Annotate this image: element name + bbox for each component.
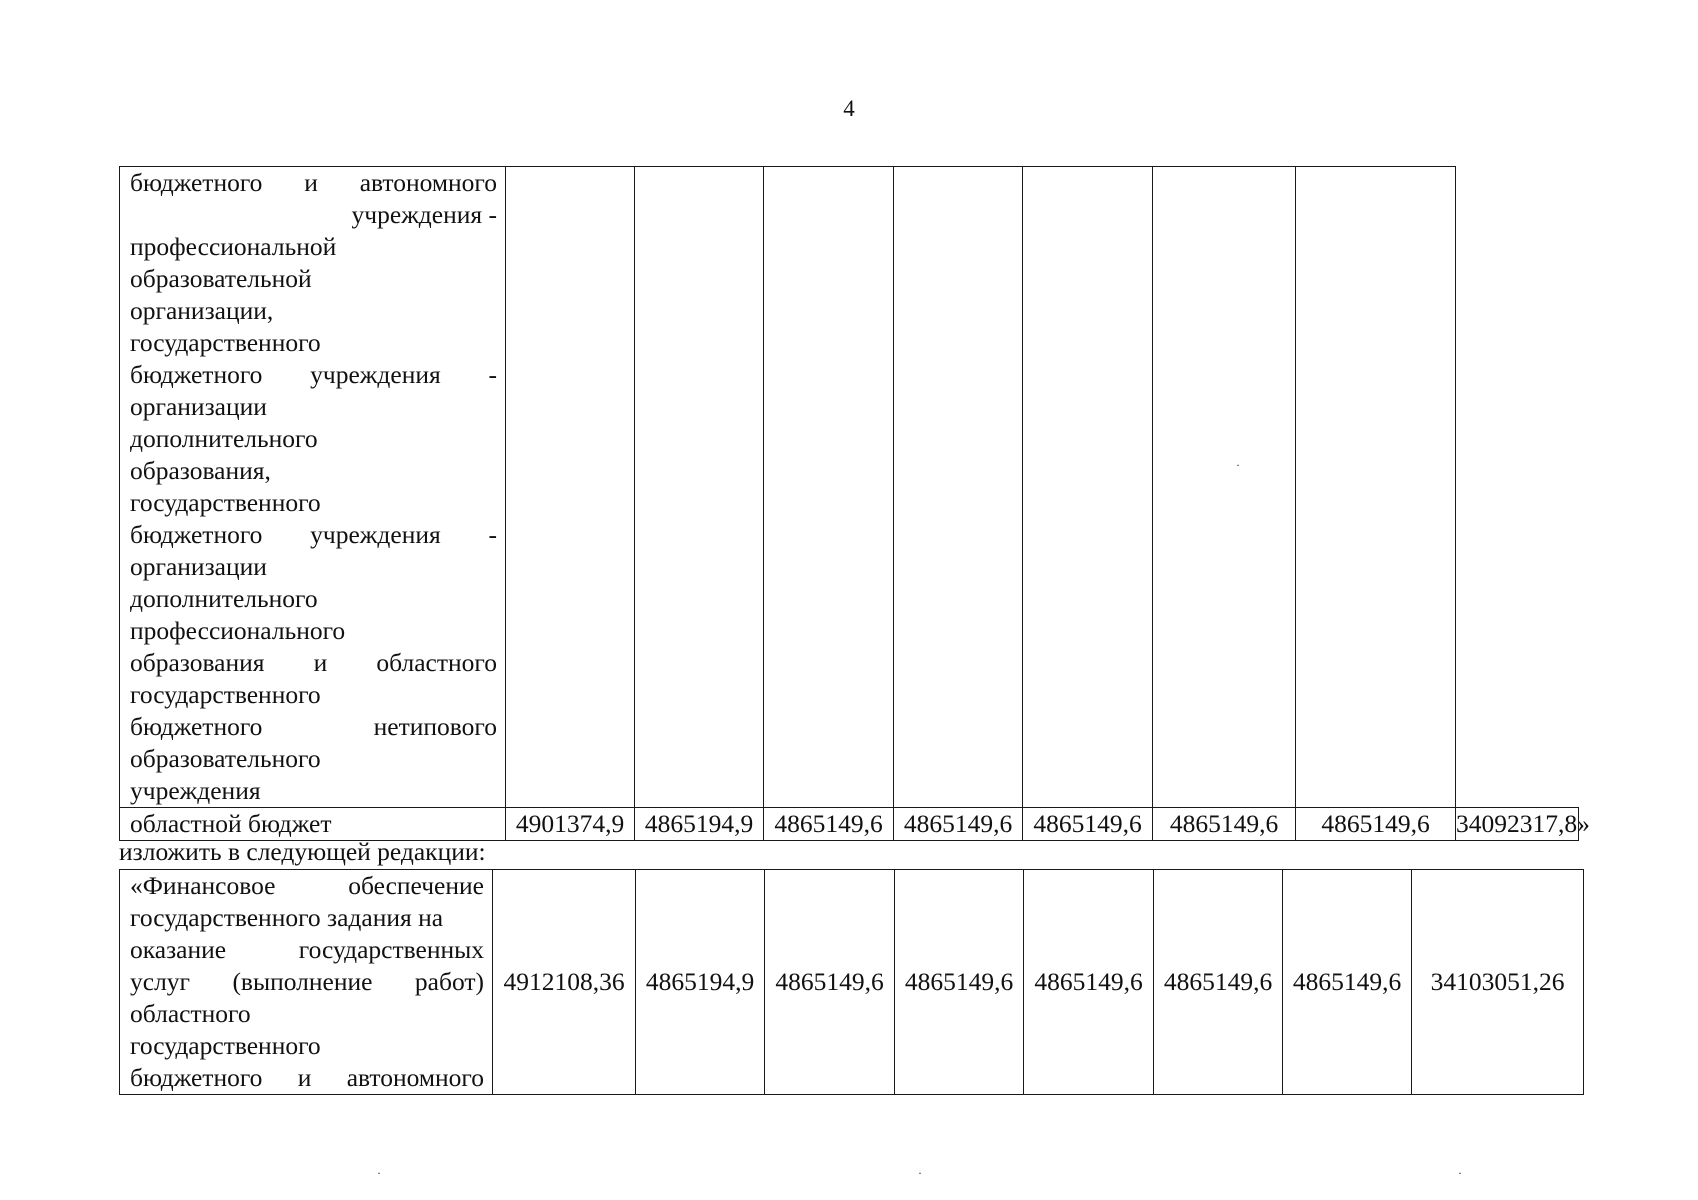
empty-cell xyxy=(635,167,764,808)
description-line: образовательной xyxy=(130,264,312,293)
empty-cell xyxy=(894,167,1023,808)
table-row xyxy=(120,870,1584,1095)
value-cell: 4865149,6 xyxy=(1153,808,1296,841)
value-cell: 4901374,9 xyxy=(506,808,635,841)
total-value-cell: 34103051,26 xyxy=(1412,870,1584,1095)
value-cell: 4865149,6 xyxy=(765,870,895,1095)
description-line: дополнительного xyxy=(130,584,318,613)
value-cell: 4865149,6 xyxy=(1296,808,1456,841)
empty-cell xyxy=(1296,167,1456,808)
value-cell: 4865149,6 xyxy=(764,808,894,841)
value-cell: 4865149,6 xyxy=(1283,870,1412,1095)
value-cell: 4865149,6 xyxy=(895,870,1024,1095)
description-line: государственного задания на xyxy=(130,903,444,932)
empty-cell xyxy=(506,167,635,808)
scan-speck: · xyxy=(918,1166,922,1180)
empty-cell xyxy=(764,167,894,808)
description-line: бюджетного учреждения - xyxy=(130,360,497,389)
table-row xyxy=(120,167,1579,808)
description-line: государственного xyxy=(130,328,321,357)
scan-speck: · xyxy=(1236,458,1240,472)
description-line: государственного xyxy=(130,680,321,709)
description-line: профессионального xyxy=(130,616,346,645)
value-cell: 4865149,6 xyxy=(1154,870,1283,1095)
value-cell: 4865149,6 xyxy=(1024,870,1154,1095)
top-budget-table xyxy=(119,166,1590,841)
description-cell xyxy=(120,167,506,808)
description-line: образовательного xyxy=(130,744,321,773)
description-line: бюджетного учреждения - xyxy=(130,520,497,549)
description-line: государственного xyxy=(130,1031,321,1060)
value-cell: 4865149,6 xyxy=(1023,808,1153,841)
empty-cell xyxy=(1153,167,1296,808)
description-line: оказание государственных xyxy=(130,935,484,964)
description-line: образования и областного xyxy=(130,648,497,677)
description-line: организации xyxy=(130,392,267,421)
description-line: учреждения xyxy=(130,776,261,805)
value-cell: 4865194,9 xyxy=(636,870,765,1095)
description-line: государственного xyxy=(130,488,321,517)
description-line: организации xyxy=(130,552,267,581)
description-line: профессиональной xyxy=(130,232,337,261)
page-number: 4 xyxy=(843,96,855,121)
description-line: бюджетного нетипового xyxy=(130,712,497,741)
description-line: областного xyxy=(130,999,251,1028)
description-line: бюджетного и автономного xyxy=(130,168,497,197)
description-line: образования, xyxy=(130,456,271,485)
scan-speck: · xyxy=(377,1166,381,1180)
description-line: услуг (выполнение работ) xyxy=(130,967,484,996)
description-line: учреждения - xyxy=(351,200,497,229)
value-cell: 4865194,9 xyxy=(635,808,764,841)
value-cell: 4912108,36 xyxy=(493,870,636,1095)
total-value-cell: 34092317,8» xyxy=(1456,808,1579,841)
budget-label-cell: областной бюджет xyxy=(120,808,506,841)
description-line: организации, xyxy=(130,296,274,325)
scan-speck: · xyxy=(1458,1166,1462,1180)
bottom-budget-table xyxy=(119,869,1584,1095)
interlude-text: изложить в следующей редакции: xyxy=(119,837,486,866)
description-line: «Финансовое обеспечение xyxy=(130,871,484,900)
value-cell: 4865149,6 xyxy=(894,808,1023,841)
description-cell xyxy=(120,870,493,1095)
description-line: бюджетного и автономного xyxy=(130,1063,484,1092)
description-line: дополнительного xyxy=(130,424,318,453)
empty-cell xyxy=(1023,167,1153,808)
